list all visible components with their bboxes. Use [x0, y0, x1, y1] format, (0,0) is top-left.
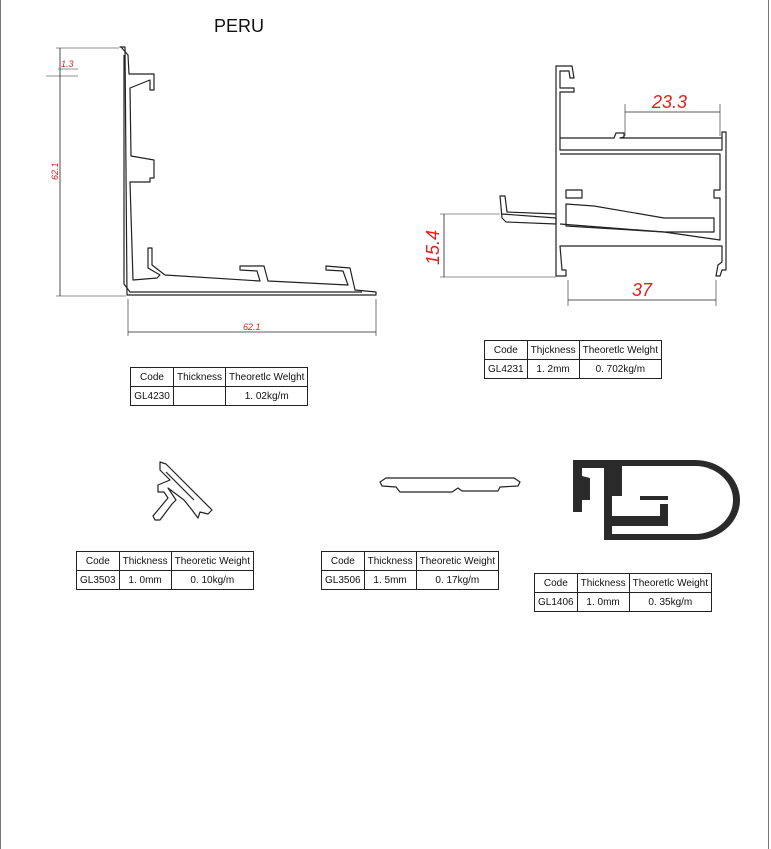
header-code: Code: [77, 552, 120, 571]
header-weight: Theoretic Weight: [416, 552, 498, 571]
dim-gl4231-width: 37: [632, 280, 653, 300]
cell-weight: 1. 02kg/m: [226, 387, 308, 406]
header-thickness: Thickness: [174, 368, 226, 387]
cell-thickness: 1. 2mm: [527, 360, 579, 379]
header-code: Code: [322, 552, 365, 571]
cell-code: GL3503: [77, 571, 120, 590]
dim-gl4231-top: 23.3: [652, 92, 688, 112]
cell-thickness: 1. 0mm: [119, 571, 171, 590]
cell-weight: 0. 702kg/m: [579, 360, 661, 379]
spec-table-gl1406: [534, 573, 712, 612]
cell-code: GL4231: [485, 360, 528, 379]
cell-code: GL3506: [322, 571, 365, 590]
header-weight: Theoretic Weight: [171, 552, 253, 571]
header-thickness: Thjckness: [527, 341, 579, 360]
spec-table-gl3506: [321, 551, 499, 590]
header-weight: Theoretlc Weight: [629, 574, 711, 593]
dim-gl4230-width: 62.1: [243, 322, 261, 332]
cell-code: GL4230: [131, 387, 174, 406]
spec-table-gl4231: [484, 340, 662, 379]
dim-gl4230-thickness: 1.3: [61, 59, 74, 69]
spec-table-gl3503: [76, 551, 254, 590]
header-code: Code: [485, 341, 528, 360]
cell-thickness: 1. 0mm: [577, 593, 629, 612]
header-thickness: Thickness: [364, 552, 416, 571]
header-thickness: Thickness: [577, 574, 629, 593]
header-code: Code: [535, 574, 578, 593]
header-weight: Theoretlc Welght: [226, 368, 308, 387]
dim-gl4231-height: 15.4: [423, 229, 443, 265]
cell-weight: 0. 10kg/m: [171, 571, 253, 590]
cell-code: GL1406: [535, 593, 578, 612]
cell-thickness: 1. 5mm: [364, 571, 416, 590]
spec-table-gl4230: [130, 367, 308, 406]
dim-gl4230-height: 62.1: [50, 162, 60, 180]
sheet-title: PERU: [214, 16, 265, 36]
header-code: Code: [131, 368, 174, 387]
header-thickness: Thickness: [119, 552, 171, 571]
cell-weight: 0. 35kg/m: [629, 593, 711, 612]
cell-weight: 0. 17kg/m: [416, 571, 498, 590]
header-weight: Theoretlc Welght: [579, 341, 661, 360]
cell-thickness: [174, 387, 226, 406]
